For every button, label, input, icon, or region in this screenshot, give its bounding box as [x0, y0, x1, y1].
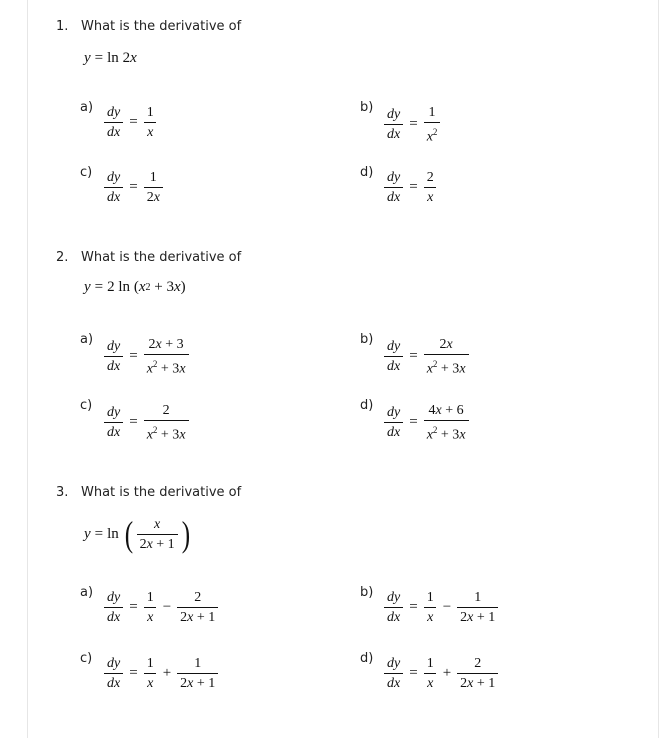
option-letter: d) — [360, 398, 374, 413]
option-letter: c) — [80, 398, 93, 413]
question-1-prompt: What is the derivative of — [81, 19, 242, 34]
option-formula: $\frac{dy}{dx}$ = $\frac{2}{x}$ — [382, 169, 439, 206]
option-formula: $\frac{dy}{dx}$ = $\frac{1}{2x}$ — [102, 169, 165, 206]
option-letter: c) — [80, 165, 93, 180]
option-formula: $\frac{dy}{dx}$ = $\frac{1}{x^2}$ — [382, 104, 442, 146]
option-formula: $\frac{dy}{dx}$ = $\frac{1}{x}$ + $\frac{2}{2x + 1}$ — [382, 655, 500, 692]
option-formula: $\frac{dy}{dx}$ = $\frac{1}{x}$ − $\frac{1}{2x + 1}$ — [382, 589, 500, 626]
option-formula: $\frac{dy}{dx}$ = $\frac{1}{x}$ + $\frac{1}{2x + 1}$ — [102, 655, 220, 692]
page-border-left — [27, 0, 28, 738]
option-letter: d) — [360, 651, 374, 666]
option-letter: a) — [80, 100, 94, 115]
question-2-number: 2. — [56, 250, 69, 265]
option-formula: $\frac{dy}{dx}$ = $\frac{4x + 6}{x^2 + 3x}$ — [382, 402, 471, 444]
option-formula: $\frac{dy}{dx}$ = $\frac{2}{x^2 + 3x}$ — [102, 402, 191, 444]
option-formula: $\frac{dy}{dx}$ = $\frac{2x + 3}{x^2 + 3x}$ — [102, 336, 191, 378]
question-2-function: y = 2 ln ( x 2 + 3 x ) — [84, 279, 186, 295]
option-letter: c) — [80, 651, 93, 666]
question-3-prompt: What is the derivative of — [81, 485, 242, 500]
option-letter: b) — [360, 100, 374, 115]
option-letter: b) — [360, 585, 374, 600]
question-3-number: 3. — [56, 485, 69, 500]
question-3-function: y = ln ( $\frac{x}{2x + 1}$ ) — [84, 514, 190, 554]
option-letter: d) — [360, 165, 374, 180]
page-border-right — [658, 0, 659, 738]
option-letter: b) — [360, 332, 374, 347]
option-formula: $\frac{dy}{dx}$ = $\frac{1}{x}$ − $\frac{2}{2x + 1}$ — [102, 589, 220, 626]
question-1-function: y = ln 2 x — [84, 50, 137, 66]
option-letter: a) — [80, 585, 94, 600]
option-formula: $\frac{dy}{dx}$ = $\frac{1}{x}$ — [102, 104, 159, 141]
option-letter: a) — [80, 332, 94, 347]
question-2-prompt: What is the derivative of — [81, 250, 242, 265]
question-1-number: 1. — [56, 19, 69, 34]
option-formula: $\frac{dy}{dx}$ = $\frac{2x}{x^2 + 3x}$ — [382, 336, 471, 378]
